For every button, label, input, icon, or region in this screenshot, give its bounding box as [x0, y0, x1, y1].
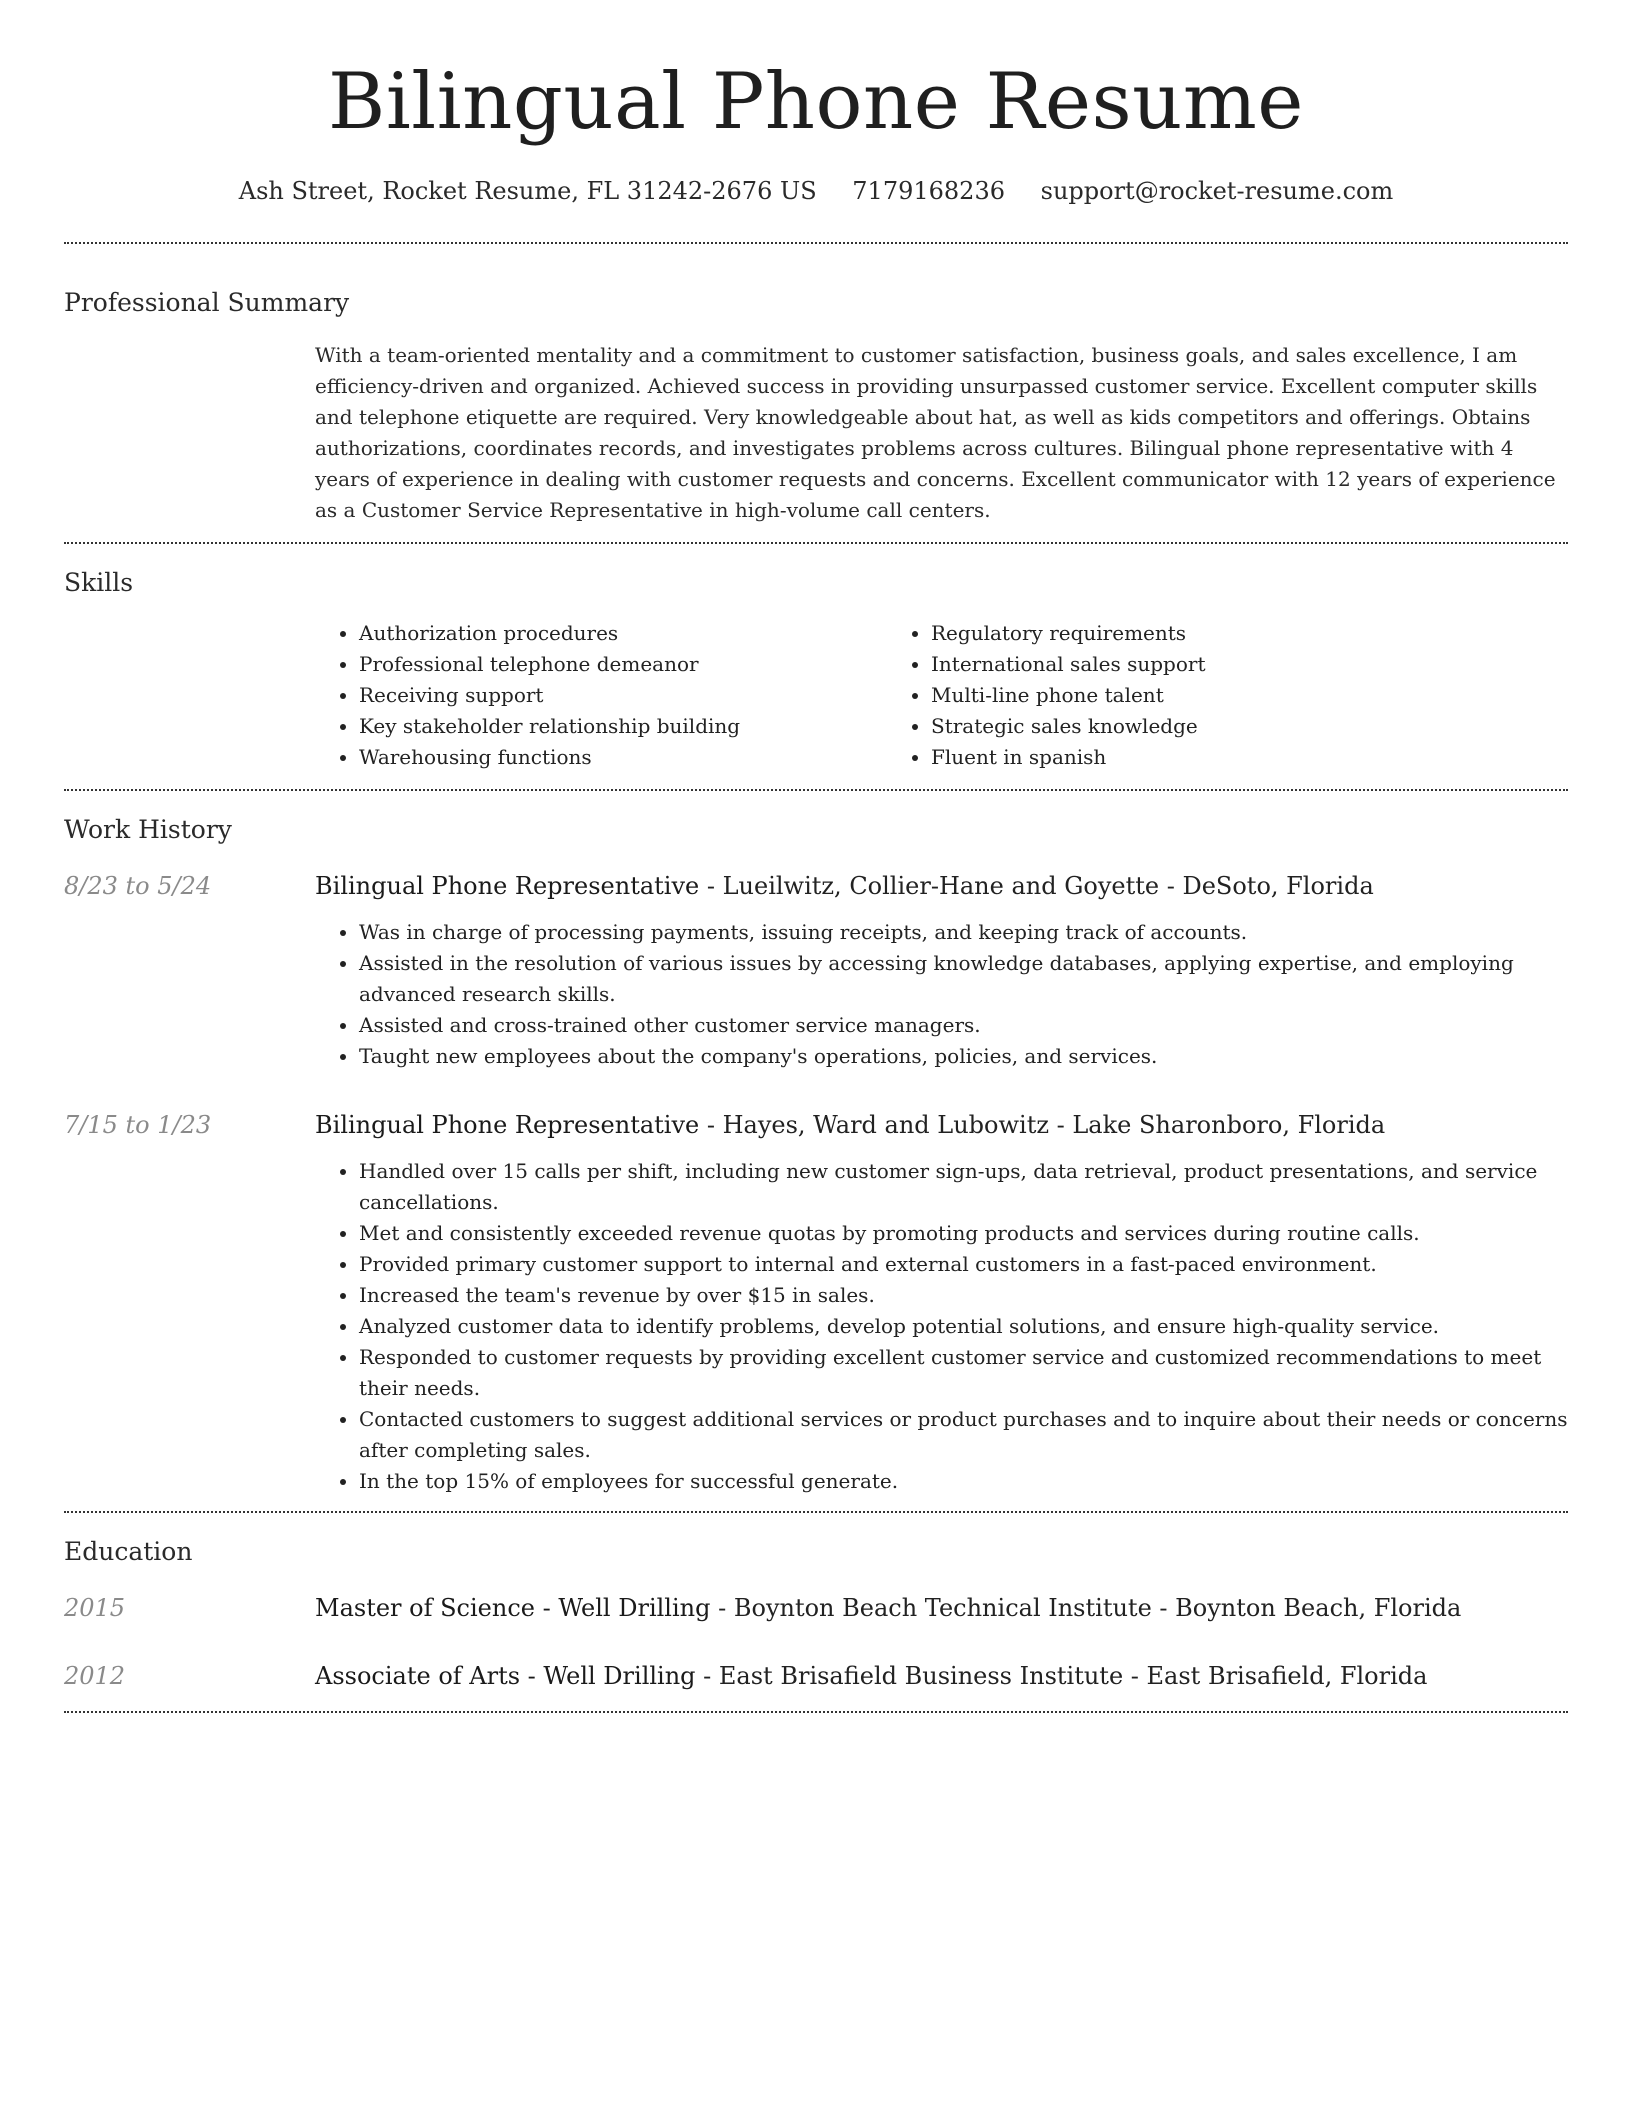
skill-item: • Receiving support	[359, 680, 887, 711]
job-date: 7/15 to 1/23	[64, 1111, 212, 1139]
job-bullet: • Increased the team's revenue by over $15 in sales.	[359, 1280, 1568, 1311]
job-heading	[315, 1108, 1568, 1142]
job-body	[315, 869, 1568, 1072]
work-history-section	[64, 791, 1568, 1497]
education-entry	[64, 1591, 1568, 1625]
job-bullet: • Assisted in the resolution of various issues by accessing knowledge databases, applying expertise, and employing advanced research skills.	[359, 948, 1568, 1010]
job-employer: - Hayes, Ward and Lubowitz - Lake Sharonboro, Florida	[699, 1111, 1386, 1139]
skills-list-right	[887, 618, 1459, 773]
job-bullet: • Assisted and cross-trained other customer service managers.	[359, 1010, 1568, 1041]
skill-item: • Fluent in spanish	[931, 742, 1459, 773]
skill-item: • Regulatory requirements	[931, 618, 1459, 649]
education-body	[315, 1659, 1568, 1693]
contact-phone: 7179168236	[852, 177, 1005, 205]
job-date: 8/23 to 5/24	[64, 872, 212, 900]
contact-line	[64, 174, 1568, 208]
job-bullets	[315, 1156, 1568, 1497]
job-bullet: • Responded to customer requests by providing excellent customer service and customized recommendations to meet their needs.	[359, 1342, 1568, 1404]
summary-text: With a team-oriented mentality and a commitment to customer satisfaction, business goals, and sales excellence, I am efficiency-driven and organized. Achieved success in providing unsurpassed customer service. Excellent computer skills and telephone etiquette are required. Very knowledgeable about hat, as well as kids competitors and offerings. Obtains authorizations, coordinates records, and investigates problems across cultures. Bilingual phone representative with 4 years of experience in dealing with customer requests and concerns. Excellent communicator with 12 years of experience as a Customer Service Representative in high-volume call centers.	[315, 343, 1556, 522]
education-heading	[315, 1591, 1568, 1625]
education-school: - East Brisafield Business Institute - East Brisafield, Florida	[695, 1662, 1428, 1690]
job-bullet: • Contacted customers to suggest additional services or product purchases and to inquire about their needs or concerns after completing sales.	[359, 1404, 1568, 1466]
skill-item: • Warehousing functions	[359, 742, 887, 773]
job-entry	[64, 1108, 1568, 1497]
skill-item: • Strategic sales knowledge	[931, 711, 1459, 742]
job-bullets	[315, 917, 1568, 1072]
skills-list-left	[315, 618, 887, 773]
skill-item: • Key stakeholder relationship building	[359, 711, 887, 742]
section-title-education: Education	[64, 1537, 193, 1566]
education-date: 2012	[64, 1662, 126, 1690]
education-entry	[64, 1659, 1568, 1693]
section-title-work: Work History	[64, 815, 232, 844]
education-degree: Associate of Arts - Well Drilling	[315, 1662, 696, 1690]
job-bullet: • Analyzed customer data to identify problems, develop potential solutions, and ensure high-quality service.	[359, 1311, 1568, 1342]
education-degree: Master of Science - Well Drilling	[315, 1594, 711, 1622]
skill-item: • Authorization procedures	[359, 618, 887, 649]
education-school: - Boynton Beach Technical Institute - Boynton Beach, Florida	[710, 1594, 1462, 1622]
job-body	[315, 1108, 1568, 1497]
job-bullet: • In the top 15% of employees for successful generate.	[359, 1466, 1568, 1497]
skill-item: • International sales support	[931, 649, 1459, 680]
job-employer: - Lueilwitz, Collier-Hane and Goyette - DeSoto, Florida	[699, 872, 1374, 900]
education-date: 2015	[64, 1594, 126, 1622]
education-heading	[315, 1659, 1568, 1693]
skills-section	[64, 544, 1568, 773]
skill-item: • Professional telephone demeanor	[359, 649, 887, 680]
job-bullet: • Handled over 15 calls per shift, including new customer sign-ups, data retrieval, product presentations, and service cancellations.	[359, 1156, 1568, 1218]
job-bullet: • Met and consistently exceeded revenue quotas by promoting products and services during routine calls.	[359, 1218, 1568, 1249]
education-section	[64, 1513, 1568, 1693]
professional-summary-section	[64, 244, 1568, 526]
contact-address: Ash Street, Rocket Resume, FL 31242-2676 US	[238, 177, 817, 205]
job-entry	[64, 869, 1568, 1072]
education-body	[315, 1591, 1568, 1625]
resume-title: Bilingual Phone Resume	[328, 57, 1304, 147]
skill-item: • Multi-line phone talent	[931, 680, 1459, 711]
job-bullet: • Was in charge of processing payments, issuing receipts, and keeping track of accounts.	[359, 917, 1568, 948]
skills-grid	[315, 618, 1568, 773]
job-role: Bilingual Phone Representative	[315, 1111, 700, 1139]
job-bullet: • Provided primary customer support to internal and external customers in a fast-paced environment.	[359, 1249, 1568, 1280]
job-bullet: • Taught new employees about the company's operations, policies, and services.	[359, 1041, 1568, 1072]
divider	[64, 1711, 1568, 1713]
section-title-skills: Skills	[64, 568, 134, 597]
contact-email: support@rocket-resume.com	[1040, 177, 1394, 205]
job-role: Bilingual Phone Representative	[315, 872, 700, 900]
section-title-summary: Professional Summary	[64, 288, 350, 317]
job-heading	[315, 869, 1568, 903]
